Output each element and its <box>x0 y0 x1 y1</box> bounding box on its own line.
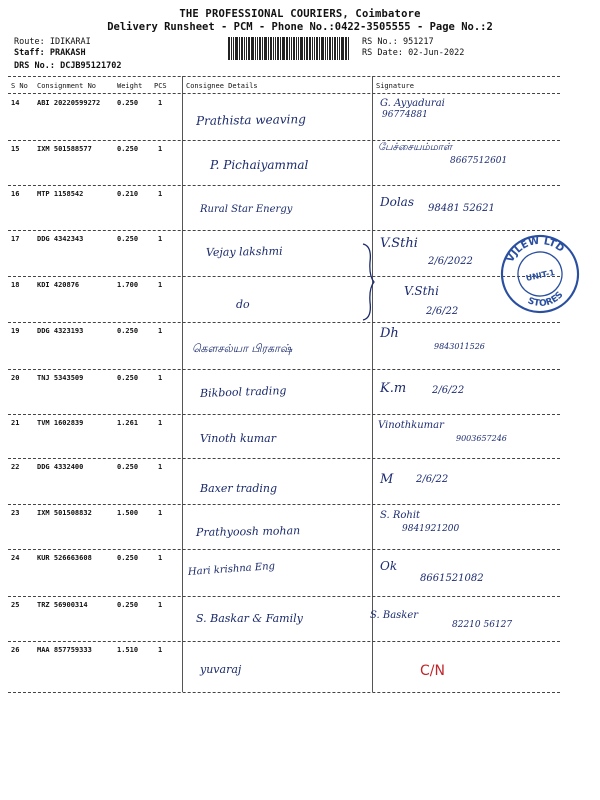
row-signature: பேச்சையம்மாள் <box>378 142 452 153</box>
row-consignee: Rural Star Energy <box>200 204 293 215</box>
row-pcs: 1 <box>158 374 163 382</box>
row-signature-phone: 2/6/22 <box>416 474 449 485</box>
route-label: Route: <box>14 37 45 47</box>
barcode-bar <box>298 37 299 60</box>
route-value: IDIKARAI <box>49 37 91 47</box>
row-consignee: P. Pichaiyammal <box>210 158 309 172</box>
row-weight: 0.250 <box>117 327 139 335</box>
barcode-bar <box>306 37 308 60</box>
row-signature: C/N <box>420 663 445 679</box>
row-signature-phone: 9841921200 <box>402 524 460 534</box>
drs-label: DRS No.: <box>14 61 55 71</box>
row-signature: Dolas <box>380 195 414 209</box>
barcode-bar <box>259 37 261 60</box>
col-sno: S No <box>11 82 28 90</box>
barcode-bar <box>264 37 267 60</box>
rs-date-label: RS Date: <box>362 48 403 58</box>
row-signature-phone: 2/6/22 <box>432 385 465 396</box>
barcode-bar <box>314 37 315 60</box>
row-separator <box>8 230 560 231</box>
bracket-mark <box>360 242 376 322</box>
barcode <box>228 37 354 60</box>
row-consignment-no: IXM 501588577 <box>37 145 92 153</box>
barcode-bar <box>325 37 326 60</box>
staff-line <box>14 48 86 58</box>
row-weight: 1.510 <box>117 646 139 654</box>
row-sno: 17 <box>11 235 20 243</box>
row-signature-phone: 96774881 <box>382 110 428 120</box>
barcode-bar <box>244 37 245 60</box>
col-separator-signature <box>372 76 373 692</box>
document-title: THE PROFESSIONAL COURIERS, Coimbatore <box>179 8 421 20</box>
row-consignment-no: MTP 1158542 <box>37 190 84 198</box>
barcode-bar <box>282 37 285 60</box>
row-sno: 21 <box>11 419 20 427</box>
row-consignment-no: DDG 4323193 <box>37 327 84 335</box>
row-pcs: 1 <box>158 601 163 609</box>
col-consignee: Consignee Details <box>186 82 258 90</box>
row-pcs: 1 <box>158 646 163 654</box>
rs-no-label: RS No.: <box>362 37 398 47</box>
rs-date-line <box>362 48 464 58</box>
barcode-bar <box>280 37 281 60</box>
barcode-bar <box>246 37 247 60</box>
row-pcs: 1 <box>158 554 163 562</box>
row-weight: 0.250 <box>117 554 139 562</box>
row-signature: S. Rohit <box>380 510 421 521</box>
row-pcs: 1 <box>158 235 163 243</box>
row-separator <box>8 504 560 505</box>
row-consignee: yuvaraj <box>200 663 242 676</box>
barcode-bar <box>321 37 324 60</box>
barcode-bar <box>296 37 297 60</box>
row-sno: 26 <box>11 646 20 654</box>
row-pcs: 1 <box>158 145 163 153</box>
barcode-bar <box>268 37 269 60</box>
barcode-bar <box>262 37 263 60</box>
row-signature-phone: 8661521082 <box>420 573 484 584</box>
row-signature: S. Basker <box>370 610 419 621</box>
row-weight: 0.250 <box>117 99 139 107</box>
row-weight: 0.250 <box>117 235 139 243</box>
barcode-bar <box>337 37 338 60</box>
barcode-bar <box>241 37 243 60</box>
barcode-bar <box>312 37 313 60</box>
row-consignment-no: DDG 4342343 <box>37 235 84 243</box>
barcode-bar <box>327 37 328 60</box>
row-pcs: 1 <box>158 190 163 198</box>
row-signature: Vinothkumar <box>378 420 444 431</box>
row-signature-phone: 8667512601 <box>450 156 508 166</box>
row-consignment-no: ABI 20220599272 <box>37 99 101 107</box>
barcode-bar <box>291 37 292 60</box>
barcode-bar <box>309 37 311 60</box>
row-weight: 0.250 <box>117 601 139 609</box>
row-separator <box>8 549 560 550</box>
barcode-bar <box>334 37 336 60</box>
barcode-bar <box>251 37 254 60</box>
barcode-bar <box>275 37 276 60</box>
row-separator <box>8 692 560 693</box>
row-consignee: Prathyoosh mohan <box>195 524 301 539</box>
row-sno: 14 <box>11 99 20 107</box>
row-consignee: S. Baskar & Family <box>196 612 303 625</box>
barcode-bar <box>332 37 333 60</box>
row-separator <box>8 596 560 597</box>
col-signature: Signature <box>376 82 414 90</box>
row-sno: 22 <box>11 463 20 471</box>
row-separator <box>8 185 560 186</box>
row-signature: V.Sthi <box>404 284 439 298</box>
col-weight: Weight <box>117 82 143 90</box>
barcode-bar <box>348 37 349 60</box>
barcode-bar <box>293 37 295 60</box>
col-consignment: Consignment No <box>37 82 97 90</box>
row-weight: 0.210 <box>117 190 139 198</box>
row-signature-phone: 2/6/2022 <box>428 256 473 267</box>
row-weight: 0.250 <box>117 374 139 382</box>
barcode-bar <box>277 37 279 60</box>
row-pcs: 1 <box>158 463 163 471</box>
header-rule-top <box>8 76 560 77</box>
stamp-line3: STORES <box>526 290 566 310</box>
row-signature: M <box>380 472 394 487</box>
document-subtitle: Delivery Runsheet - PCM - Phone No.:0422-3505555 - Page No.:2 <box>107 21 493 33</box>
stamp-line2: UNIT-1 <box>525 268 556 283</box>
stamp-line1: VJLEW LTD <box>504 235 566 265</box>
row-weight: 1.700 <box>117 281 139 289</box>
barcode-bar <box>235 37 238 60</box>
row-separator <box>8 322 560 323</box>
row-signature-phone: 9843011526 <box>434 342 485 351</box>
row-sno: 24 <box>11 554 20 562</box>
row-signature-phone: 98481 52621 <box>428 203 495 214</box>
drs-line <box>14 61 122 71</box>
row-weight: 0.250 <box>117 463 139 471</box>
col-separator-consignee <box>182 76 183 692</box>
row-signature: K.m <box>380 381 407 396</box>
row-separator <box>8 140 560 141</box>
row-signature: Ok <box>380 559 398 573</box>
staff-value: PRAKASH <box>49 48 86 58</box>
barcode-bar <box>289 37 290 60</box>
route-line <box>14 37 91 47</box>
row-separator <box>8 641 560 642</box>
row-sno: 19 <box>11 327 20 335</box>
row-consignment-no: DDG 4332400 <box>37 463 84 471</box>
row-consignee: Hari krishna Eng <box>187 560 276 578</box>
row-sno: 25 <box>11 601 20 609</box>
rs-no-line <box>362 37 434 47</box>
row-signature-phone: 2/6/22 <box>426 306 459 317</box>
row-consignment-no: KUR 526663608 <box>37 554 92 562</box>
row-consignment-no: TRZ 56900314 <box>37 601 88 609</box>
row-consignee: Vinoth kumar <box>200 432 276 445</box>
row-weight: 1.500 <box>117 509 139 517</box>
col-pcs: PCS <box>154 82 167 90</box>
row-signature: Dh <box>380 326 399 341</box>
barcode-bar <box>273 37 274 60</box>
row-pcs: 1 <box>158 419 163 427</box>
row-sno: 15 <box>11 145 20 153</box>
row-pcs: 1 <box>158 509 163 517</box>
row-signature-phone: 9003657246 <box>456 434 507 443</box>
row-consignee: Bikbool trading <box>199 383 287 400</box>
row-separator <box>8 458 560 459</box>
barcode-bar <box>270 37 272 60</box>
row-separator <box>8 369 560 370</box>
row-consignment-no: IXM 501508832 <box>37 509 92 517</box>
row-sno: 18 <box>11 281 20 289</box>
row-consignment-no: MAA 857759333 <box>37 646 92 654</box>
row-consignee: Baxer trading <box>200 482 278 495</box>
row-signature: G. Ayyadurai <box>380 98 445 109</box>
barcode-bar <box>228 37 230 60</box>
row-signature: V.Sthi <box>380 236 418 251</box>
row-separator <box>8 276 560 277</box>
row-weight: 1.261 <box>117 419 139 427</box>
barcode-bar <box>300 37 303 60</box>
row-sno: 20 <box>11 374 20 382</box>
row-signature-phone: 82210 56127 <box>452 620 513 630</box>
barcode-bar <box>329 37 331 60</box>
barcode-bar <box>339 37 340 60</box>
barcode-bar <box>316 37 318 60</box>
rs-date-value: 02-Jun-2022 <box>408 48 465 58</box>
header-rule-bottom <box>8 93 560 94</box>
staff-label: Staff: <box>14 48 45 58</box>
rs-no-value: 951217 <box>402 37 434 47</box>
barcode-bar <box>239 37 240 60</box>
drs-value: DCJB95121702 <box>60 61 122 71</box>
row-consignee: Prathista weaving <box>195 112 306 128</box>
row-sno: 23 <box>11 509 20 517</box>
row-consignment-no: TNJ 5343509 <box>37 374 84 382</box>
barcode-bar <box>255 37 256 60</box>
row-pcs: 1 <box>158 281 163 289</box>
row-consignee: Vejay lakshmi <box>205 244 283 259</box>
row-weight: 0.250 <box>117 145 139 153</box>
barcode-bar <box>286 37 288 60</box>
barcode-bar <box>231 37 232 60</box>
barcode-bar <box>319 37 320 60</box>
barcode-bar <box>248 37 250 60</box>
barcode-bar <box>304 37 305 60</box>
row-sno: 16 <box>11 190 20 198</box>
row-pcs: 1 <box>158 99 163 107</box>
svg-text:STORES <box>524 289 567 313</box>
barcode-bar <box>341 37 344 60</box>
company-stamp <box>490 224 590 324</box>
barcode-bar <box>233 37 234 60</box>
barcode-bar <box>345 37 347 60</box>
barcode-bar <box>257 37 258 60</box>
row-pcs: 1 <box>158 327 163 335</box>
row-consignee: do <box>236 298 250 311</box>
row-consignment-no: KDI 420876 <box>37 281 80 289</box>
row-consignment-no: TVM 1602839 <box>37 419 84 427</box>
row-separator <box>8 414 560 415</box>
row-consignee: கௌசல்யா பிரகாஷ் <box>192 342 293 355</box>
